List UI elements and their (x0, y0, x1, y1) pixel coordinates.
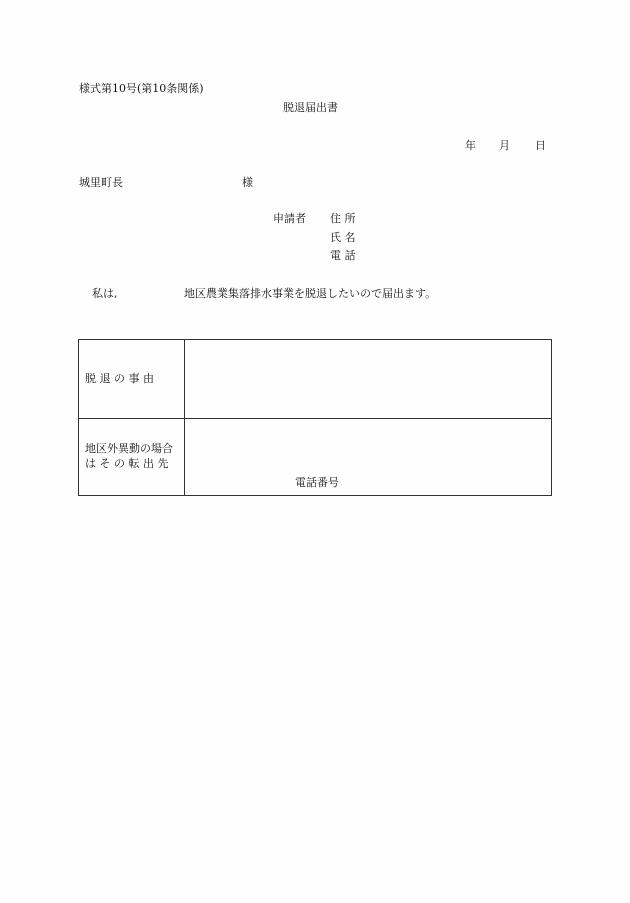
destination-label-line1: 地区外異動の場合 (85, 442, 173, 455)
phone-number-label: 電話番号 (295, 476, 339, 489)
destination-label-line2: は そ の 転 出 先 (85, 457, 169, 470)
document-title: 脱退届出書 (283, 101, 338, 114)
applicant-phone-label: 電 話 (330, 249, 356, 262)
form-table (78, 339, 552, 496)
date-year: 年 (465, 139, 476, 152)
addressee-name: 城里町長 (79, 176, 123, 189)
statement-prefix: 私は, (92, 287, 118, 300)
addressee-honorific: 様 (242, 176, 253, 189)
reason-label: 脱 退 の 事 由 (85, 372, 154, 385)
date-month: 月 (499, 139, 510, 152)
applicant-address-label: 住 所 (330, 212, 356, 225)
applicant-label: 申請者 (273, 212, 306, 225)
applicant-name-label: 氏 名 (330, 231, 356, 244)
table-row-divider (79, 418, 551, 419)
form-number: 様式第10号(第10条関係) (79, 82, 204, 95)
statement-body: 地区農業集落排水事業を脱退したいので届出ます。 (184, 287, 437, 300)
date-day: 日 (535, 139, 546, 152)
